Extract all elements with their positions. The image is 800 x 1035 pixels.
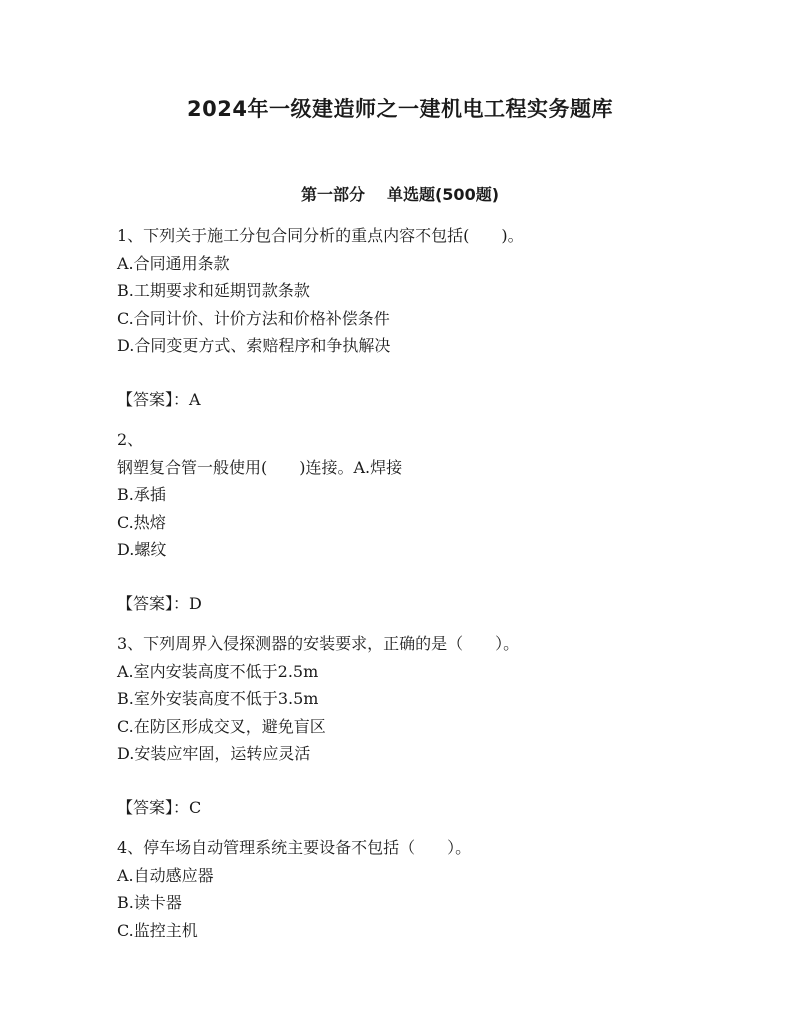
question-answer: 【答案】：A	[117, 389, 201, 409]
question-option: C.在防区形成交叉，避免盲区	[117, 716, 326, 736]
question-option: A.室内安装高度不低于2.5m	[117, 661, 319, 681]
document-title: 2024年一级建造师之一建机电工程实务题库	[187, 97, 613, 121]
question-option: B.读卡器	[117, 893, 182, 912]
section-part: 第一部分	[300, 185, 365, 204]
question-stem: 钢塑复合管一般使用( )连接。A.焊接	[117, 457, 403, 477]
question-answer: 【答案】：C	[117, 797, 202, 817]
question-option: B.室外安装高度不低于3.5m	[117, 689, 319, 708]
question-option: C.监控主机	[117, 920, 198, 940]
question-option: B.工期要求和延期罚款条款	[117, 281, 310, 300]
question-option: A.合同通用条款	[117, 253, 230, 273]
question-option: A.自动感应器	[117, 865, 214, 885]
question-option: B.承插	[117, 485, 166, 504]
question-stem: 4、停车场自动管理系统主要设备不包括（ ）。	[117, 838, 472, 857]
question-stem: 2、	[117, 430, 144, 449]
section-heading	[0, 183, 800, 207]
question-list	[117, 222, 737, 944]
question-4	[117, 834, 737, 944]
question-stem: 3、下列周界入侵探测器的安装要求，正确的是（ ）。	[117, 634, 520, 653]
question-option: C.热熔	[117, 512, 166, 532]
question-3	[117, 630, 737, 821]
question-option: C.合同计价、计价方法和价格补偿条件	[117, 308, 390, 328]
question-option: D.合同变更方式、索赔程序和争执解决	[117, 336, 391, 355]
question-answer: 【答案】：D	[117, 593, 202, 613]
question-1	[117, 222, 737, 413]
question-option: D.螺纹	[117, 540, 167, 559]
question-stem: 1、下列关于施工分包合同分析的重点内容不包括( )。	[117, 226, 524, 245]
question-option: D.安装应牢固，运转应灵活	[117, 744, 311, 763]
question-2	[117, 426, 737, 617]
section-name: 单选题(500题)	[386, 185, 500, 204]
